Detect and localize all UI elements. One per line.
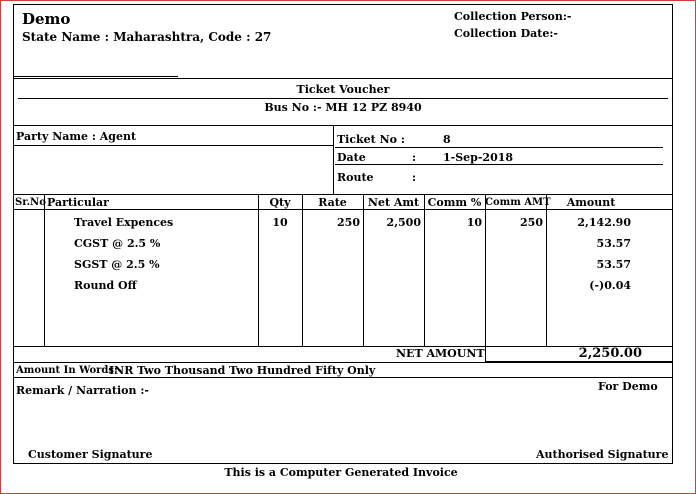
row1-amount: 2,142.90 <box>577 216 631 229</box>
header-rate: Rate <box>318 196 347 209</box>
row3-particular: SGST @ 2.5 % <box>74 258 160 271</box>
row2-amount: 53.57 <box>596 237 631 250</box>
header-srno: Sr.No <box>15 197 46 208</box>
row1-net-amt: 2,500 <box>386 216 421 229</box>
voucher-title-underline <box>18 98 668 99</box>
row4-amount: (-)0.04 <box>589 279 631 292</box>
date-colon: : <box>412 151 417 164</box>
net-amount-divider <box>485 346 486 362</box>
header-qty: Qty <box>269 196 291 209</box>
route-colon: : <box>412 171 417 184</box>
words-bottom-line <box>13 377 673 378</box>
party-underline <box>13 145 333 146</box>
table-header-line <box>13 209 673 210</box>
remark-label: Remark / Narration :- <box>16 384 149 397</box>
row1-particular: Travel Expences <box>74 216 174 229</box>
header-net-amt: Net Amt <box>367 196 420 209</box>
ticket-no-underline <box>335 147 663 148</box>
amount-in-words-label: Amount In Words:- <box>16 365 122 376</box>
left-border <box>13 4 14 464</box>
collection-person-label: Collection Person:- <box>454 10 572 23</box>
party-name: Party Name : Agent <box>16 130 137 143</box>
company-name: Demo <box>22 10 71 28</box>
row1-rate: 250 <box>337 216 360 229</box>
totals-bottom-line <box>13 362 673 363</box>
footer-note: This is a Computer Generated Invoice <box>224 466 458 479</box>
header-comm-pct: Comm % <box>427 196 482 209</box>
route-label: Route <box>337 171 374 184</box>
amount-in-words-value: INR Two Thousand Two Hundred Fifty Only <box>109 364 376 377</box>
ticket-no-value: 8 <box>443 133 451 146</box>
row2-particular: CGST @ 2.5 % <box>74 237 161 250</box>
state-line: State Name : Maharashtra, Code : 27 <box>22 30 272 44</box>
header-short-line <box>13 76 178 77</box>
voucher-title: Ticket Voucher <box>296 83 390 96</box>
col-sep-srno <box>44 194 45 346</box>
row1-qty: 10 <box>272 216 288 229</box>
collection-date-label: Collection Date:- <box>454 27 558 40</box>
row1-comm-amt: 250 <box>520 216 543 229</box>
ticket-no-label: Ticket No : <box>337 133 405 146</box>
for-company: For Demo <box>598 380 658 393</box>
header-particular: Particular <box>47 196 109 209</box>
row4-particular: Round Off <box>74 279 137 292</box>
header-divider <box>13 78 673 79</box>
header-comm-amt: Comm AMT <box>485 197 551 208</box>
top-border <box>13 4 673 5</box>
party-section-top <box>13 125 673 126</box>
date-value: 1-Sep-2018 <box>443 151 514 164</box>
bus-number: Bus No :- MH 12 PZ 8940 <box>264 101 422 114</box>
bottom-border <box>13 463 673 464</box>
net-amount-value: 2,250.00 <box>578 346 642 361</box>
right-border <box>672 4 673 464</box>
table-top-line <box>13 194 673 195</box>
date-underline <box>335 164 663 165</box>
header-amount: Amount <box>566 196 616 209</box>
date-label: Date <box>337 151 366 164</box>
row3-amount: 53.57 <box>596 258 631 271</box>
customer-signature: Customer Signature <box>28 448 153 461</box>
row1-comm-pct: 10 <box>466 216 482 229</box>
authorised-signature: Authorised Signature <box>536 448 669 461</box>
party-ticket-divider <box>333 125 334 195</box>
net-amount-label: NET AMOUNT <box>396 347 485 360</box>
